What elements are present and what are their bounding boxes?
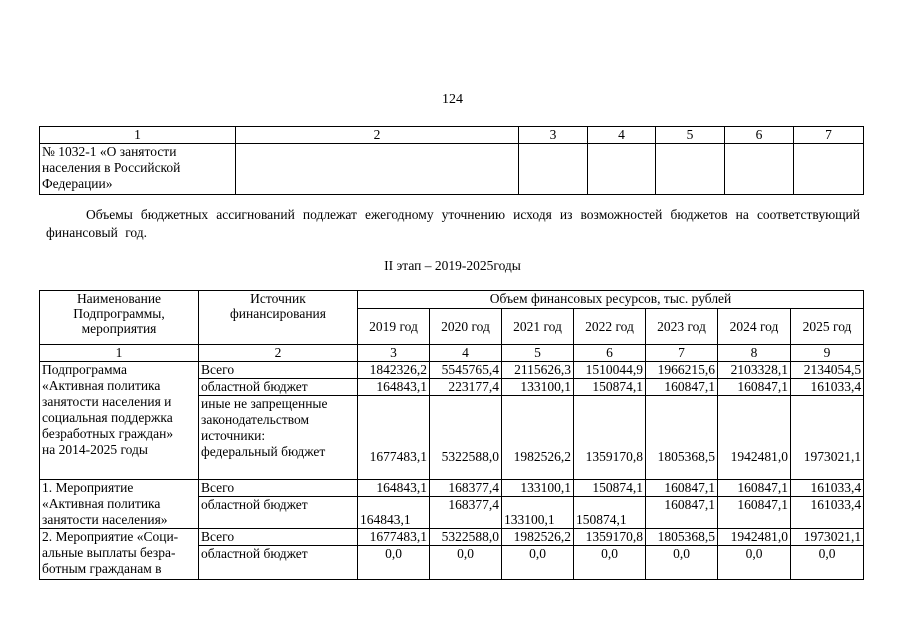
value-cell: 0,0 <box>791 546 864 580</box>
value-cell: 2115626,3 <box>502 362 574 379</box>
column-number: 8 <box>718 345 791 362</box>
table-header-row <box>40 291 864 309</box>
table-cell <box>656 144 725 195</box>
year-header: 2021 год <box>502 309 574 345</box>
value-cell: 1677483,1 <box>358 396 430 480</box>
table-cell <box>725 144 794 195</box>
column-number: 1 <box>40 345 199 362</box>
column-header-source: Источник финансирования <box>199 291 358 345</box>
table-header-cell: 3 <box>519 127 588 144</box>
table-header-cell: 6 <box>725 127 794 144</box>
value-cell: 133100,1 <box>502 379 574 396</box>
source-cell: областной бюджет <box>199 379 358 396</box>
value-cell: 1966215,6 <box>646 362 718 379</box>
value-cell: 164843,1 <box>358 379 430 396</box>
value-cell: 1942481,0 <box>718 529 791 546</box>
budget-note: Объемы бюджетных ассигнований подлежат ежегодному уточнению исходя из возможностей бюджетов на соответствующий финансовый год. <box>46 207 860 240</box>
value-cell: 5545765,4 <box>430 362 502 379</box>
value-cell: 2134054,5 <box>791 362 864 379</box>
year-header: 2020 год <box>430 309 502 345</box>
value-cell: 150874,1 <box>574 480 646 497</box>
year-header: 2019 год <box>358 309 430 345</box>
column-number: 2 <box>199 345 358 362</box>
value-cell: 168377,4 <box>430 497 502 529</box>
table-row <box>40 529 864 546</box>
table-header-cell: 7 <box>794 127 864 144</box>
source-cell: областной бюджет <box>199 546 358 580</box>
value-cell: 133100,1 <box>502 497 574 529</box>
financing-table <box>39 290 864 580</box>
source-cell: иные не запрещенные законодательством источники: федеральный бюджет <box>199 396 358 480</box>
value-cell: 1359170,8 <box>574 529 646 546</box>
year-header: 2023 год <box>646 309 718 345</box>
source-cell: Всего <box>199 362 358 379</box>
value-cell: 0,0 <box>574 546 646 580</box>
source-cell: областной бюджет <box>199 497 358 529</box>
value-cell: 1973021,1 <box>791 529 864 546</box>
table-cell-name: № 1032-1 «О занятости населения в Российской Федерации» <box>40 144 236 195</box>
year-header: 2022 год <box>574 309 646 345</box>
column-number: 4 <box>430 345 502 362</box>
value-cell: 150874,1 <box>574 497 646 529</box>
value-cell: 160847,1 <box>718 379 791 396</box>
table-cell <box>588 144 656 195</box>
value-cell: 1842326,2 <box>358 362 430 379</box>
value-cell: 1677483,1 <box>358 529 430 546</box>
table-header-cell: 4 <box>588 127 656 144</box>
column-number-row <box>40 345 864 362</box>
value-cell: 5322588,0 <box>430 529 502 546</box>
table-cell <box>794 144 864 195</box>
table-header-cell: 5 <box>656 127 725 144</box>
column-number: 3 <box>358 345 430 362</box>
value-cell: 1359170,8 <box>574 396 646 480</box>
value-cell: 161033,4 <box>791 379 864 396</box>
value-cell: 1510044,9 <box>574 362 646 379</box>
table-row <box>40 480 864 497</box>
value-cell: 2103328,1 <box>718 362 791 379</box>
value-cell: 161033,4 <box>791 497 864 529</box>
measure-2-name: 2. Мероприятие «Соци- альные выплаты безра- ботным гражданам в <box>40 529 199 580</box>
value-cell: 1805368,5 <box>646 396 718 480</box>
column-number: 7 <box>646 345 718 362</box>
column-header-name: Наименование Подпрограммы, мероприятия <box>40 291 199 345</box>
value-cell: 0,0 <box>430 546 502 580</box>
value-cell: 1973021,1 <box>791 396 864 480</box>
value-cell: 0,0 <box>646 546 718 580</box>
table-header-cell: 1 <box>40 127 236 144</box>
table-row <box>40 144 864 195</box>
value-cell: 164843,1 <box>358 480 430 497</box>
column-number: 6 <box>574 345 646 362</box>
value-cell: 161033,4 <box>791 480 864 497</box>
year-header: 2025 год <box>791 309 864 345</box>
page-number: 124 <box>442 92 463 107</box>
value-cell: 150874,1 <box>574 379 646 396</box>
source-cell: Всего <box>199 480 358 497</box>
stage-title: II этап – 2019-2025годы <box>384 258 521 273</box>
table-cell <box>236 144 519 195</box>
value-cell: 160847,1 <box>646 497 718 529</box>
source-cell: Всего <box>199 529 358 546</box>
subprogram-name: Подпрограмма «Активная политика занятости населения и социальная поддержка безработных граждан» на 2014-2025 годы <box>40 362 199 480</box>
value-cell: 0,0 <box>502 546 574 580</box>
value-cell: 0,0 <box>358 546 430 580</box>
value-cell: 133100,1 <box>502 480 574 497</box>
value-cell: 223177,4 <box>430 379 502 396</box>
value-cell: 160847,1 <box>646 379 718 396</box>
table-header-cell: 2 <box>236 127 519 144</box>
value-cell: 160847,1 <box>718 480 791 497</box>
column-number: 9 <box>791 345 864 362</box>
value-cell: 160847,1 <box>718 497 791 529</box>
value-cell: 0,0 <box>718 546 791 580</box>
value-cell: 1805368,5 <box>646 529 718 546</box>
value-cell: 164843,1 <box>358 497 430 529</box>
value-cell: 1982526,2 <box>502 529 574 546</box>
value-cell: 168377,4 <box>430 480 502 497</box>
column-number: 5 <box>502 345 574 362</box>
value-cell: 160847,1 <box>646 480 718 497</box>
measure-1-name: 1. Мероприятие «Активная политика занятости населения» <box>40 480 199 529</box>
year-header: 2024 год <box>718 309 791 345</box>
value-cell: 5322588,0 <box>430 396 502 480</box>
column-header-volume: Объем финансовых ресурсов, тыс. рублей <box>358 291 864 309</box>
value-cell: 1982526,2 <box>502 396 574 480</box>
value-cell: 1942481,0 <box>718 396 791 480</box>
table-row <box>40 362 864 379</box>
table-cell <box>519 144 588 195</box>
continuation-table <box>39 126 864 195</box>
table-header-row <box>40 127 864 144</box>
